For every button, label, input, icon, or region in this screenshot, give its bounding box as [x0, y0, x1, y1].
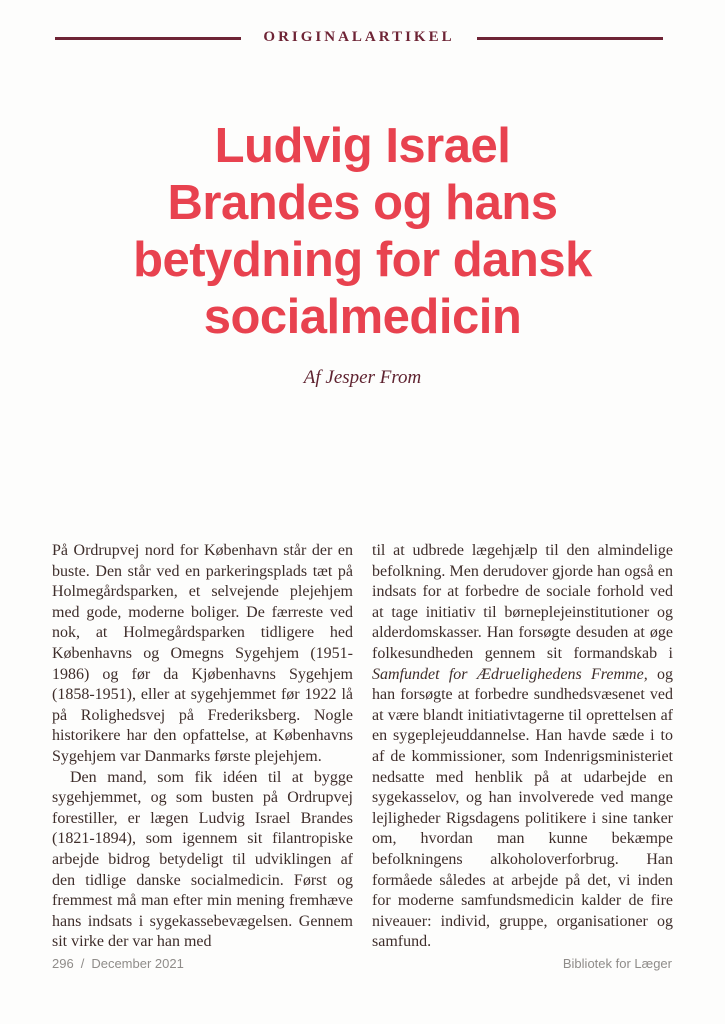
- footer-separator: /: [80, 956, 85, 971]
- header-rule-left: [55, 37, 241, 40]
- body-column-right: [372, 541, 673, 953]
- body-paragraph: [52, 541, 353, 768]
- body-column-left: [52, 541, 353, 953]
- text-run: til at udbrede lægehjælp til den almindelige befolkning. Men derudover gjorde han også en indsats for at forbedre de sociale forhold ved at tage initiativ til børneplejeinstitutioner og alderdomskasser. Han forsøgte desuden at øge folkesundheden gennem sit formandskab i: [372, 542, 673, 662]
- journal-name: Bibliotek for Læger: [562, 956, 672, 971]
- page-footer: [52, 956, 672, 971]
- body-paragraph: [372, 541, 673, 953]
- body-paragraph: [52, 768, 353, 953]
- article-body: [52, 541, 673, 953]
- title-line-1: Ludvig Israel: [214, 119, 511, 173]
- italic-text-run: Samfundet for Ædruelighedens Fremme,: [372, 665, 648, 683]
- text-run: Den mand, som fik idéen til at bygge sygehjemmet, og som busten på Ordrupvej forestiller, er lægen Ludvig Israel Brandes (1821-1894), som igennem sit filantropiske arbejde bidrog betydeligt til udviklingen af den tidlige danske socialmedicin. Først og fremmest må man efter min mening fremhæve hans indsats i sygekassebevægelsen. Gennem sit virke der var han med: [52, 768, 353, 951]
- title-line-4: socialmedicin: [203, 290, 522, 344]
- title-line-2: Brandes og hans: [167, 176, 558, 230]
- footer-issue-info: [52, 956, 184, 971]
- kicker-label: ORIGINALARTIKEL: [263, 29, 455, 45]
- issue-date: December 2021: [91, 956, 184, 971]
- article-title: [0, 118, 725, 346]
- page-number: 296: [52, 956, 74, 971]
- article-header: [55, 30, 663, 47]
- header-rule-right: [477, 37, 663, 40]
- text-run: På Ordrupvej nord for København står der en buste. Den står ved en parkeringsplads tæt på Holmegårdsparken, et selvejende plejehjem med gode, moderne boliger. De færreste ved nok, at Holmegårdsparken tidligere hed Københavns og Omegns Sygehjem (1951-1986) og før da Kjøbenhavns Sygehjem (1858-1951), eller at sygehjemmet før 1922 lå på Rolighedsvej på Frederiksberg. Nogle historikere har den opfattelse, at Københavns Sygehjem var Danmarks første plejehjem.: [52, 542, 353, 765]
- title-line-3: betydning for dansk: [133, 233, 592, 287]
- text-run: og han forsøgte at forbedre sundhedsvæsenet ved at være blandt initiativtagerne til oprettelsen af en sygeplejeuddannelse. Han havde sæde i to af de kommissioner, som Indenrigsministeriet nedsatte med henblik på at udarbejde en sygekasselov, og han involverede ved mange lejligheder Rigsdagens politikere i sine tanker om, hvordan man kunne bekæmpe befolkningens alkoholoverforbrug. Han formåede således at arbejde på det, vi inden for moderne samfundsmedicin kalder de fire niveauer: individ, gruppe, organisationer og samfund.: [372, 665, 673, 951]
- byline: Af Jesper From: [303, 367, 422, 388]
